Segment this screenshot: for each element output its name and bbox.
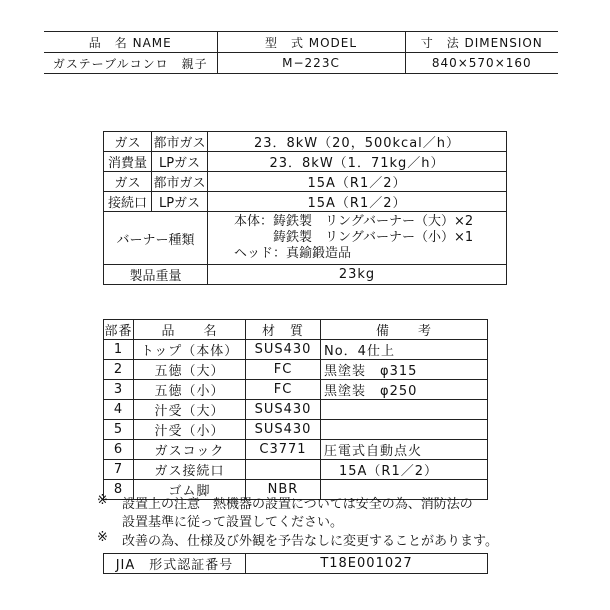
- part-number: 5: [104, 420, 134, 440]
- table-row: [104, 400, 488, 420]
- part-remarks: No．4仕上: [321, 340, 488, 360]
- part-remarks: [321, 420, 488, 440]
- city-gas-consumption: 23．8kW（20，500kcal／h）: [208, 132, 507, 152]
- part-name: 汁受（大）: [134, 400, 246, 420]
- part-material: SUS430: [246, 340, 321, 360]
- specification-table: [103, 131, 507, 285]
- product-model: M−223C: [217, 53, 405, 74]
- part-material: SUS430: [246, 420, 321, 440]
- gas-connection-label: ガス: [104, 172, 152, 192]
- city-gas-connection: 15A（R1／2）: [208, 172, 507, 192]
- part-number: 7: [104, 460, 134, 480]
- table-row: [104, 340, 488, 360]
- note-1-line-1: 設置上の注意 熱機器の設置については安全の為、消防法の: [122, 497, 473, 512]
- parts-table: [103, 319, 488, 500]
- name-column-header: 品 名 NAME: [44, 32, 217, 53]
- part-number-header: 部番: [104, 320, 134, 340]
- weight-label: 製品重量: [104, 265, 208, 285]
- note-1-mark: ※: [97, 493, 108, 508]
- part-material: C3771: [246, 440, 321, 460]
- note-1-line-2: 設置基準に従って設置してください。: [122, 515, 344, 530]
- city-gas-label-2: 都市ガス: [152, 172, 208, 192]
- part-name: 五徳（大）: [134, 360, 246, 380]
- model-column-header: 型 式 MODEL: [217, 32, 405, 53]
- lp-gas-label: LPガス: [152, 152, 208, 172]
- part-name: トップ（本体）: [134, 340, 246, 360]
- product-name: ガステーブルコンロ 親子: [44, 53, 217, 74]
- part-remarks: [321, 400, 488, 420]
- part-name: 五徳（小）: [134, 380, 246, 400]
- part-number: 8: [104, 480, 134, 500]
- certification-label: JIA 形式認証番号: [104, 554, 246, 574]
- lp-gas-label-2: LPガス: [152, 192, 208, 212]
- part-remarks: 黒塗装 φ250: [321, 380, 488, 400]
- gas-connection-label-2: 接続口: [104, 192, 152, 212]
- part-remarks-header: 備 考: [321, 320, 488, 340]
- burner-type-value: [208, 212, 507, 265]
- table-row: [104, 440, 488, 460]
- lp-gas-consumption: 23．8kW（1．71kg／h）: [208, 152, 507, 172]
- weight-value: 23kg: [208, 265, 507, 285]
- part-material-header: 材 質: [246, 320, 321, 340]
- gas-consumption-label-2: 消費量: [104, 152, 152, 172]
- part-material: SUS430: [246, 400, 321, 420]
- city-gas-label: 都市ガス: [152, 132, 208, 152]
- part-number: 2: [104, 360, 134, 380]
- part-remarks: 圧電式自動点火: [321, 440, 488, 460]
- burner-line-1: 本体：鋳鉄製 リングバーナー（大）×2: [234, 214, 474, 229]
- burner-type-label: バーナー種類: [104, 212, 208, 265]
- part-material: FC: [246, 360, 321, 380]
- gas-consumption-label: ガス: [104, 132, 152, 152]
- part-name: ガス接続口: [134, 460, 246, 480]
- part-material: FC: [246, 380, 321, 400]
- burner-line-3: ヘッド：真鍮鍛造品: [234, 246, 352, 261]
- dimension-column-header: 寸 法 DIMENSION: [405, 32, 558, 53]
- table-row: [104, 360, 488, 380]
- part-name-header: 品 名: [134, 320, 246, 340]
- part-name: 汁受（小）: [134, 420, 246, 440]
- product-header-table: [44, 31, 558, 74]
- burner-line-2: 鋳鉄製 リングバーナー（小）×1: [234, 230, 474, 245]
- part-material: NBR: [246, 480, 321, 500]
- part-name: ガスコック: [134, 440, 246, 460]
- part-number: 3: [104, 380, 134, 400]
- part-remarks: 黒塗装 φ315: [321, 360, 488, 380]
- part-material: [246, 460, 321, 480]
- parts-table-header: [104, 320, 488, 340]
- part-number: 4: [104, 400, 134, 420]
- part-remarks: 15A（R1／2）: [321, 460, 488, 480]
- table-row: [104, 380, 488, 400]
- part-name: ゴム脚: [134, 480, 246, 500]
- part-number: 1: [104, 340, 134, 360]
- note-2: 改善の為、仕様及び外観を予告なしに変更することがあります。: [122, 534, 498, 549]
- certification-table: [103, 553, 488, 574]
- certification-number: T18E001027: [246, 554, 488, 574]
- part-number: 6: [104, 440, 134, 460]
- table-row: [104, 460, 488, 480]
- note-2-mark: ※: [97, 530, 108, 545]
- table-row: [104, 420, 488, 440]
- product-dimension: 840×570×160: [405, 53, 558, 74]
- lp-gas-connection: 15A（R1／2）: [208, 192, 507, 212]
